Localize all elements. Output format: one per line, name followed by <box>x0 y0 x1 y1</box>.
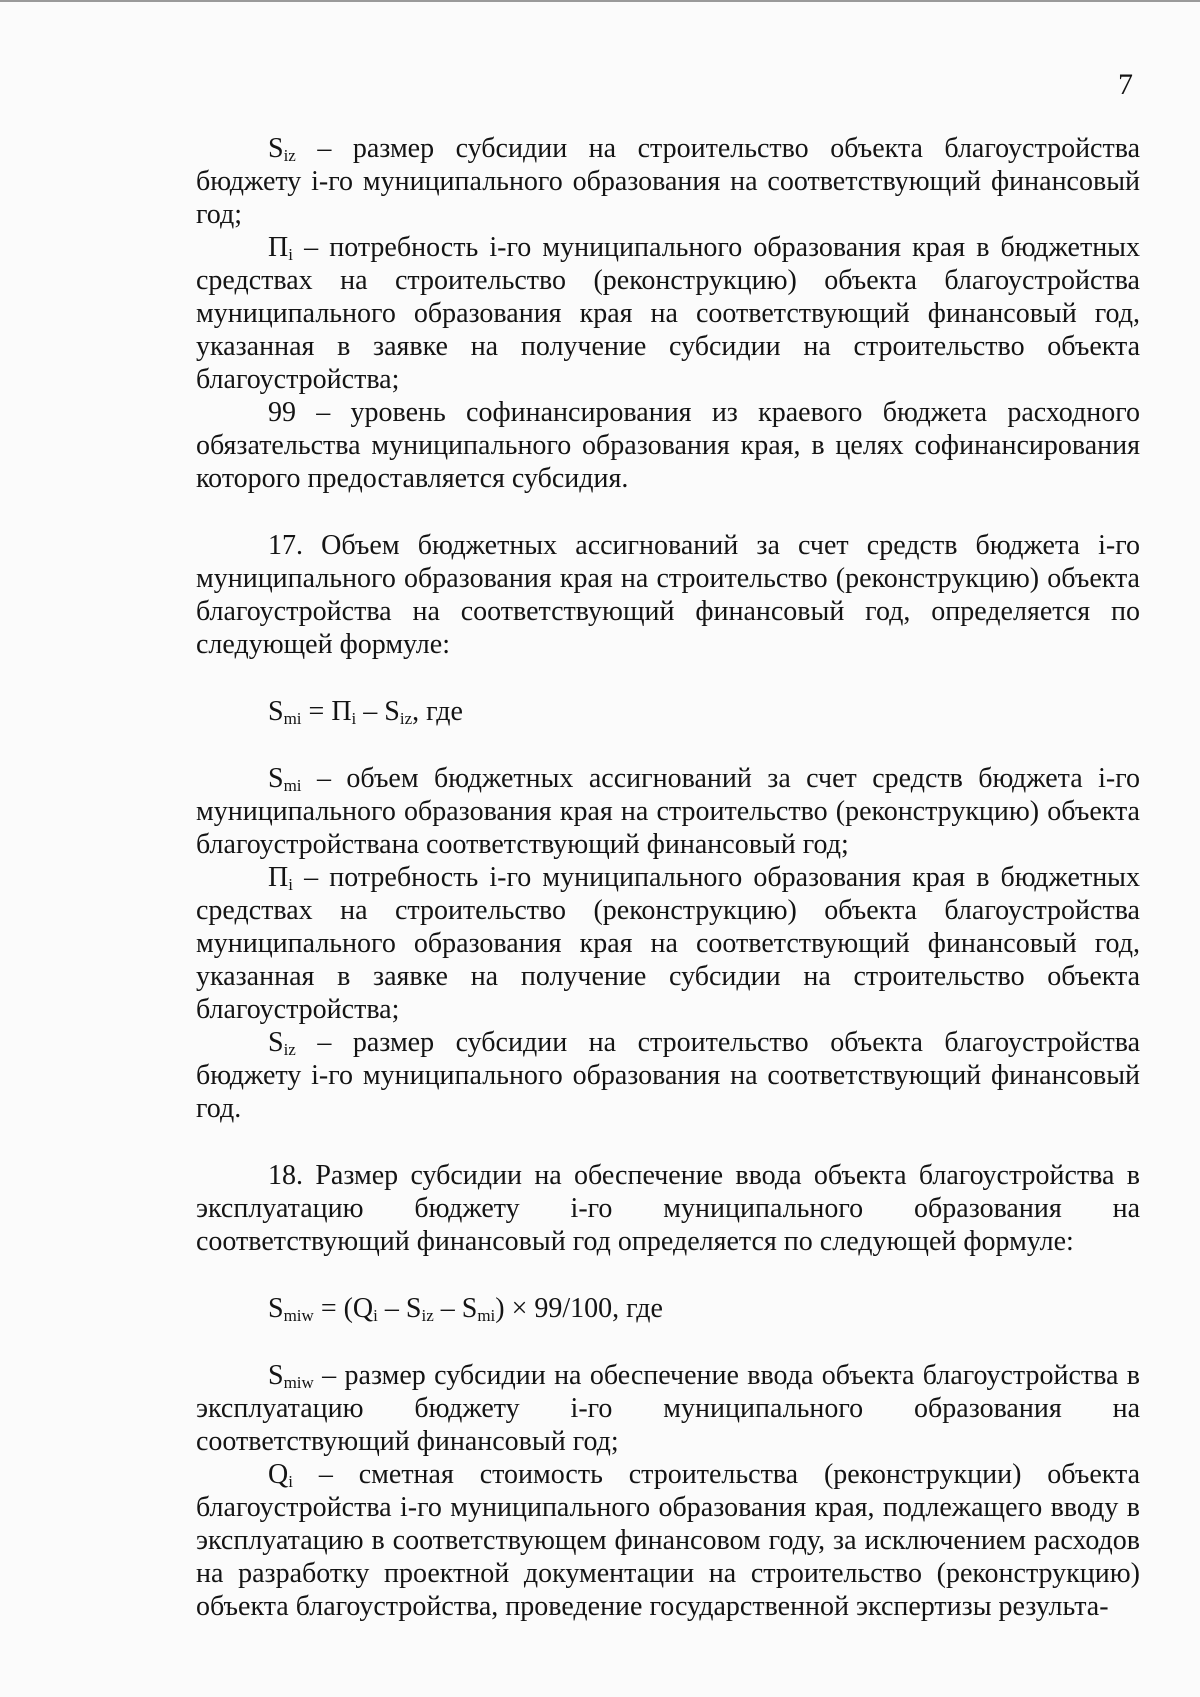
formula-smi: $S_{mi} = П_i - S_{iz}$, где <box>268 696 463 728</box>
paragraph-gap <box>196 495 1140 529</box>
definition-text: – потребность i-го муниципального образования края в бюджетных средствах на строительство (реконструкцию) объекта благоустройства муниципального образования края на соответствующий финансовый год, указанная в заявке на получение субсидии на строительство объекта благоустройства; <box>196 862 1140 1025</box>
paragraph-gap <box>196 1258 1140 1292</box>
top-border-line <box>0 0 1200 2</box>
definition-pi <box>196 231 1140 396</box>
definition-qi <box>196 1458 1140 1623</box>
symbol: S <box>268 133 284 164</box>
definition-text: – размер субсидии на обеспечение ввода объекта благоустройства в эксплуатацию бюджету i-го муниципального образования на соответствующий финансовый год; <box>196 1360 1140 1457</box>
definition-smiw <box>196 1359 1140 1458</box>
symbol-subscript: iz <box>283 146 296 165</box>
paragraph-gap <box>196 1125 1140 1159</box>
page-number: 7 <box>1118 68 1133 101</box>
symbol: S <box>268 763 284 794</box>
paragraph-gap <box>196 1325 1140 1359</box>
definition-siz <box>196 132 1140 231</box>
paragraph-gap <box>196 661 1140 695</box>
symbol-subscript: mi <box>283 776 302 795</box>
document-body <box>196 132 1140 1623</box>
formula-smiw: $S_{miw} = (Q_i - S_{iz} - S_{mi}) \times 99/100$, где <box>268 1293 663 1325</box>
paragraph-gap <box>196 728 1140 762</box>
definition-smi <box>196 762 1140 861</box>
symbol-subscript: i <box>288 245 293 264</box>
symbol: S <box>268 1360 284 1391</box>
symbol-subscript: i <box>288 1472 293 1491</box>
definition-text: – размер субсидии на строительство объекта благоустройства бюджету i-го муниципального образования на соответствующий финансовый год. <box>196 1027 1140 1124</box>
symbol: S <box>268 1027 284 1058</box>
symbol-subscript: iz <box>283 1040 296 1059</box>
definition-text: – объем бюджетных ассигнований за счет средств бюджета i-го муниципального образования края на строительство (реконструкцию) объекта благоустройствана соответствующий финансовый год; <box>196 763 1140 860</box>
definition-text: – потребность i-го муниципального образования края в бюджетных средствах на строительство (реконструкцию) объекта благоустройства муниципального образования края на соответствующий финансовый год, указанная в заявке на получение субсидии на строительство объекта благоустройства; <box>196 232 1140 395</box>
definition-siz-2 <box>196 1026 1140 1125</box>
clause-18: 18. Размер субсидии на обеспечение ввода объекта благоустройства в эксплуатацию бюджету i-го муниципального образования на соответствующий финансовый год определяется по следующей формуле: <box>196 1160 1140 1257</box>
definition-text: – сметная стоимость строительства (реконструкции) объекта благоустройства i-го муниципального образования края, подлежащего вводу в эксплуатацию в соответствующем финансовом году, за исключением расходов на разработку проектной документации на строительство (реконструкцию) объекта благоустройства, проведение государственной экспертизы результа- <box>196 1459 1140 1622</box>
clause-17: 17. Объем бюджетных ассигнований за счет средств бюджета i-го муниципального образования края на строительство (реконструкцию) объекта благоустройства на соответствующий финансовый год, определяется по следующей формуле: <box>196 530 1140 660</box>
symbol: П <box>268 232 289 263</box>
symbol: П <box>268 862 289 893</box>
symbol-subscript: miw <box>283 1373 314 1392</box>
definition-pi-2 <box>196 861 1140 1026</box>
symbol-subscript: i <box>288 875 293 894</box>
definition-text: – размер субсидии на строительство объекта благоустройства бюджету i-го муниципального образования на соответствующий финансовый год; <box>196 133 1140 230</box>
definition-99: 99 – уровень софинансирования из краевого бюджета расходного обязательства муниципального образования края, в целях софинансирования которого предоставляется субсидия. <box>196 397 1140 494</box>
symbol: Q <box>268 1459 289 1490</box>
